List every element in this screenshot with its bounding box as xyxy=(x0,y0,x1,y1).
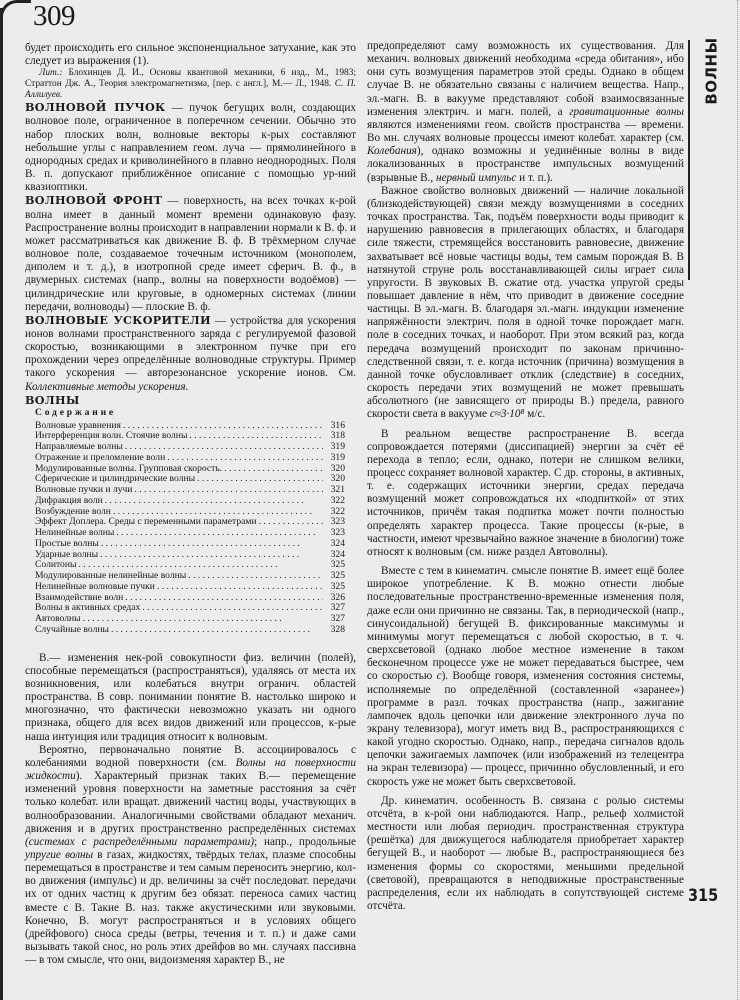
toc-entry-label: Волновые пучки и лучи xyxy=(35,484,133,496)
toc-entry-label: Случайные волны xyxy=(35,623,109,635)
page-right-edge xyxy=(736,0,738,1000)
text: являются изменениями геом. свойств пространства — времени. Во мн. случаях волновые процессы имеют колебат. характер (см. xyxy=(367,118,684,145)
page-number-top: 309 xyxy=(33,0,75,32)
running-head-rule xyxy=(688,40,690,280)
toc-entry-page: 318 xyxy=(330,430,345,442)
toc-entry-page: 322 xyxy=(330,494,345,506)
toc-entry-label: Волны в активных средах xyxy=(35,602,141,614)
text: Вместе с тем в кинематич. смысле понятие В. имеет ещё более широкое употребление. К В. можно отнести любые последовательные пространственно-временные изменения поля, даже если они причинно не связаны. Так, в периодической (напр., синусоидальной) бегущей В. фиксированные максимумы и минимумы могут перемещаться с любой скоростью, в т. ч. сверхсветовой (однако любое местное изменение в таком бесконечном процессе уже не может передаваться быстрее, чем со скоростью xyxy=(367,565,684,683)
toc-entry-label: Возбуждение волн xyxy=(35,505,111,517)
entry-volnovye-uskoriteli xyxy=(25,314,356,394)
lit-label: Лит.: xyxy=(39,68,63,79)
toc-leader-dots xyxy=(134,485,323,496)
toc-leader-dots xyxy=(157,582,323,593)
toc-leader-dots xyxy=(111,625,323,636)
entry-text: — поверхность, на всех точках к-рой волна имеет в данный момент времени одинаковую фазу. Распространение волны происходит в направлении нормали к В. ф. и может рассматриваться как движение В. ф. В трёхмерном случае волновое поле, создаваемое точечным источником (монополем, диполем и т. д.), в изотропной среде имеет сферич. В. ф., в двумерных системах (напр., волны на поверхности водоёмов) — цилиндрические или круговые, в одномерных системах (линии передачи, волноводы) — плоские В. ф. xyxy=(25,195,356,313)
text: ). Характерный признак таких В.— перемещение изменений уровня поверхности на заметные расстояния за счёт только колебат. или вращат. движений частиц воды, участвующих в волнообразовании. Аналогичными свойствами обладают механич. движения и в других пространственно распределённых системах xyxy=(25,770,356,835)
toc-entry-label: Модулированные нелинейные волны xyxy=(35,570,187,582)
toc-leader-dots xyxy=(259,517,323,528)
cross-reference-link[interactable]: (системах с распределёнными параметрами) xyxy=(25,835,255,848)
paragraph xyxy=(367,185,684,422)
text: м/с. xyxy=(524,408,546,421)
toc-entry-label: Модулированные волны. Групповая скорость. xyxy=(35,462,223,474)
toc-leader-dots xyxy=(197,474,323,485)
cross-reference-link[interactable]: гравитационные волны xyxy=(569,105,685,118)
page-edge-curve xyxy=(0,0,31,17)
toc-entry-label: Эффект Доплера. Среды с переменными параметрами xyxy=(35,516,257,528)
toc-entry-page: 320 xyxy=(330,462,345,474)
toc-leader-dots xyxy=(83,614,323,625)
text: Важное свойство волновых движений — наличие локальной (близкодействующей) связи между возмущениями в соседних точках пространства. Так, подъём поверхности воды приводит к нарушению равновесия в прилегающих областях, и благодаря силе тяжести, стремящейся восстановить равновесие, движение захватывает всё новые частицы воды, тем самым порождая В. В натянутой струне роль восстанавливающей силы играет сила упругости. В звуковых В. сжатие отд. участка упругой среды повышает давление в нём, что приводит в движение соседние частицы. В эл.-магн. В. благодаря эл.-магн. индукции изменение напряжённости электрич. поля в одной точке порождает магн. поле в соседних точках, и наоборот. При этом всякий раз, когда передача возмущений происходит по законам причинно-следственной связи, т. е. когда источник (причина) возмущения в данной точке обусловливает отклик (следствие) в соседних, скорость передачи этих возмущений не может превышать абсолютного (не зависящего от природы В.) предела, равного скорости света в вакууме xyxy=(367,184,684,421)
text: и т. п.). xyxy=(516,171,553,184)
toc-entry-label: Направляемые волны xyxy=(35,441,123,453)
paragraph: Др. кинематич. особенность В. связана с ролью системы отсчёта, в к-рой они наблюдаются. Напр., рельеф холмистой местности или любая периодич. пространственная структура (решётка) для движущегося наблюдателя приобретает характер бегущей В., и наоборот — любые В., распространяющиеся без изменения формы со скоростями, меньшими предельной (световой), превращаются в неподвижные пространственные распределения, если их наблюдать в сопутствующей системе отсчёта. xyxy=(367,794,684,912)
toc-entry-label: Сферические и цилиндрические волны xyxy=(35,473,196,485)
paragraph: В реальном веществе распространение В. всегда сопровождается потерями (диссипацией) энергии за счёт её перехода в тепло; если, однако, потери не слишком велики, процесс сохраняет волновой характер. С др. стороны, в активных, т. е. содержащих источники энергии, средах передача возмущений может сопровождаться их «подпиткой» от этих источников, причём такая подпитка может почти полностью определять характер процесса. Такие процессы (к-рые, в частности, имеют чрезвычайно важное значение в биологии) тоже относят к волновым (см. ниже раздел Автоволны). xyxy=(367,427,684,558)
paragraph-continuation: будет происходить его сильное экспоненциальное затухание, как это следует из выражения (1). xyxy=(25,42,356,68)
entry-text: — устройства для ускорения ионов волнами пространственного заряда с регулируемой фазовой скоростью, возникающими в электронном пучке при его прохождении через определённые волноводные структуры. Пример такого ускорения — авторезонансное ускорение ионов. См. xyxy=(25,314,356,380)
toc-entry-page: 328 xyxy=(330,623,345,635)
page-left-edge xyxy=(0,8,3,1000)
text: предопределяют саму возможность их существования. Для механич. волновых движений необходима «среда обитания», ибо они суть возмущения параметров этой среды. Однако в общем случае В. не обязательно связаны с наличием вещества. Напр., эл.-магн. В. в вакууме представляют собой взаимосвязанные изменения электрич. и магн. полей, а xyxy=(367,40,684,118)
toc-entry-page: 322 xyxy=(330,505,345,517)
toc-leader-dots xyxy=(116,528,323,539)
toc-entry-label: Дифракция волн xyxy=(35,494,103,506)
toc-entry-label: Нелинейные волны xyxy=(35,527,115,539)
entry-volnovoy-puchok xyxy=(25,101,356,194)
right-column xyxy=(367,40,684,913)
running-head-text: ВОЛНЫ xyxy=(702,37,721,105)
toc-entry-label: Ударные волны xyxy=(35,548,99,560)
toc-entry-page: 325 xyxy=(330,559,345,571)
toc-entry[interactable] xyxy=(35,625,345,636)
toc-entry-page: 325 xyxy=(330,580,345,592)
entry-heading: ВОЛНОВЫЕ УСКОРИТЕЛИ xyxy=(25,312,211,327)
toc-title: Содержание xyxy=(35,406,116,418)
table-of-contents xyxy=(35,408,345,636)
lit-author: С. П. Аллилуев. xyxy=(25,79,356,101)
toc-entry-label: Автоволны xyxy=(35,613,81,625)
toc-entry-page: 325 xyxy=(330,570,345,582)
formula: c xyxy=(436,670,442,683)
cross-reference-link[interactable]: Волны на поверхности жидкости xyxy=(25,756,356,783)
toc-entry-label: Нелинейные волновые пучки xyxy=(35,580,155,592)
entry-heading: ВОЛНОВОЙ ФРОНТ xyxy=(25,193,163,208)
entry-volnovoy-front xyxy=(25,194,356,313)
cross-reference-link[interactable]: Коллективные методы ускорения. xyxy=(25,380,189,393)
toc-entry-label: Интерференция волн. Стоячие волны xyxy=(35,430,188,442)
left-column xyxy=(25,42,356,967)
formula: c≈3·10⁸ xyxy=(489,408,525,421)
cross-reference-link[interactable]: Колебания xyxy=(367,145,417,158)
toc-entry-page: 321 xyxy=(330,484,345,496)
cross-reference-link[interactable]: упругие волны xyxy=(25,849,94,861)
toc-leader-dots xyxy=(101,539,323,550)
paragraph: В.— изменения нек-рой совокупности физ. величин (полей), способные перемещаться (распространяться), удаляясь от места их возникновения, или колебаться внутри огранич. областей пространства. В совр. понимании понятие В. настолько широко и многозначно, что фактически невозможно указать ни одного признака, общего для всех видов движений или процессов, к-рые наша интуиция или традиция относит к волновым. xyxy=(25,651,356,743)
toc-entry-page: 320 xyxy=(330,473,345,485)
paragraph xyxy=(367,40,684,185)
toc-entry-page: 327 xyxy=(330,613,345,625)
text: ; напр., продольные xyxy=(254,835,356,848)
text: ), однако возможны и уединённые волны в виде локализованных в пространстве импульсных возмущений (взрывные В., xyxy=(367,145,684,184)
toc-leader-dots xyxy=(189,431,323,442)
cross-reference-link[interactable]: нервный импульс xyxy=(435,171,517,184)
text: ). Вообще говоря, изменения состояния системы, исполняемые по определённой (составленной «заранее») программе в разл. точках пространства (напр., зажигание лампочек вдоль цепочки или движение электронного луча по экрану телевизора), могут иметь вид В., распространяющихся с какой угодно скоростью. Однако, напр., передача сигналов вдоль цепочки зажигаемых лампочек (или изображений из телецентра на экран телевизора) — процесс, причинно обусловленный, и его скорость уже не может быть сверхсветовой. xyxy=(367,670,684,788)
toc-entry-page: 319 xyxy=(330,451,345,463)
toc-entry[interactable] xyxy=(35,550,345,561)
running-head xyxy=(694,37,721,105)
toc-entry-page: 323 xyxy=(330,516,345,528)
toc-leader-dots xyxy=(142,603,323,614)
toc-entry-label: Простые волны xyxy=(35,537,99,549)
entry-heading: ВОЛНОВОЙ ПУЧОК xyxy=(25,100,166,115)
toc-leader-dots xyxy=(100,550,323,561)
toc-entry-page: 324 xyxy=(330,548,345,560)
paragraph xyxy=(25,744,356,968)
toc-entry-label: Солитоны xyxy=(35,559,77,571)
toc-entry-label: Волновые уравнения xyxy=(35,419,121,431)
toc-entry-page: 327 xyxy=(330,602,345,614)
page-number-bottom: 315 xyxy=(688,886,719,906)
entry-text: — пучок бегущих волн, создающих волновое поле, ограниченное в поперечном сечении. Обычно это набор плоских волн, волновые векторы к-рых составляют небольшие углы с направлением геом. луча — прямолинейного в однородных средах и криволинейного в плавно неоднородных. Поля В. п. допускают приближённое описание с помощью ур-ний квазиоптики. xyxy=(25,102,356,194)
toc-entry[interactable] xyxy=(35,603,345,614)
toc-entry-page: 316 xyxy=(330,419,345,431)
paragraph xyxy=(367,565,684,789)
entry-heading-volny: ВОЛНЫ xyxy=(25,392,80,407)
toc-entry-page: 319 xyxy=(330,441,345,453)
toc-leader-dots xyxy=(125,593,323,604)
toc-leader-dots xyxy=(224,464,323,475)
toc-entry-page: 323 xyxy=(330,527,345,539)
toc-leader-dots xyxy=(188,571,323,582)
toc-entry-label: Взаимодействие волн xyxy=(35,591,124,603)
toc-entry-label: Отражение и преломление волн xyxy=(35,451,166,463)
text: Вероятно, первоначально понятие В. ассоциировалось с колебаниями водной поверхности (см. xyxy=(25,743,356,769)
lit-text: Блохинцев Д. И., Основы квантовой механики, 6 изд., М., 1983; Страттон Дж. А., Теория электромагнетизма, [пер. с англ.], М.— Л., 1948. xyxy=(25,68,357,90)
toc-entry-page: 324 xyxy=(330,537,345,549)
toc-leader-dots xyxy=(105,496,323,507)
toc-entry-page: 326 xyxy=(330,591,345,603)
literature-reference xyxy=(25,68,356,101)
text: в газах, жидкостях, твёрдых телах, плазме способны перемещаться в пространстве и тем самым переносить энергию, кол-во движения (импульс) и др. величины за счёт последоват. передачи их от одних частиц к другим без обязат. переноса самих частиц вместе с В. Такие В. наз. также акустическими или звуковыми. Конечно, В. могут распространяться и в условиях общего (дрейфового) сноса среды (ветры, течения и т. п.) и даже сами вызывать такой снос, но роль этих дрейфов во мн. случаях пассивна — в том смысле, что они, видоизменяя характер В., не xyxy=(25,849,356,967)
